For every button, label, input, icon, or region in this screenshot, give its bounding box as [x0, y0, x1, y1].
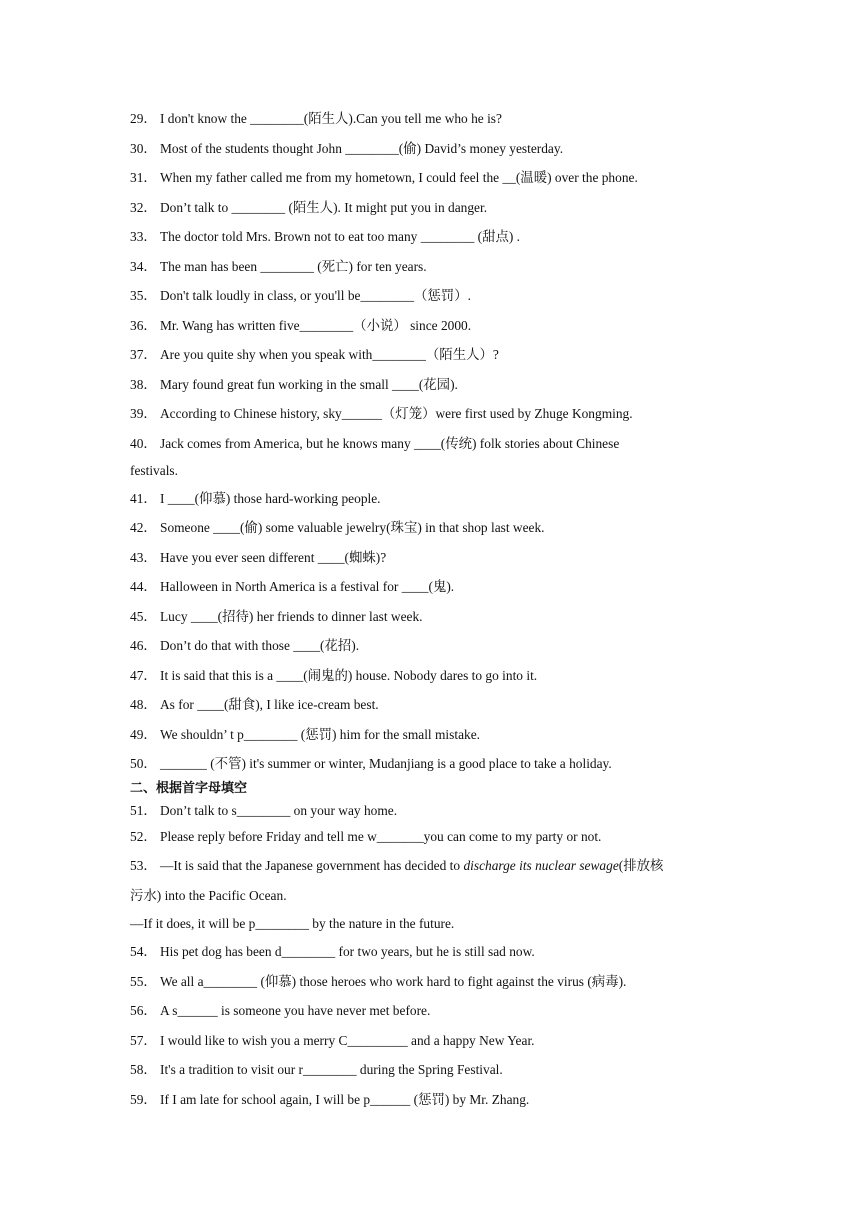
question-number: 43．: [130, 549, 157, 565]
question-number: 41．: [130, 490, 157, 506]
question-item: [130, 543, 740, 573]
question-number: 35．: [130, 288, 157, 303]
question-text: It is said that this is a ____(闹鬼的) house. Nobody dares to go into it.: [160, 667, 538, 683]
question-list-part1: [130, 104, 740, 429]
question-item: [130, 1026, 740, 1056]
question-item: [130, 996, 740, 1026]
question-number: 46．: [130, 638, 157, 653]
question-list-part2: [130, 484, 740, 779]
question-number: 48．: [130, 697, 157, 712]
question-number: 53．: [130, 858, 157, 873]
question-number: 36．: [130, 317, 157, 333]
question-text: Don’t do that with those ____(花招).: [160, 638, 360, 653]
question-number: 44．: [130, 579, 157, 594]
question-text: The man has been ________ (死亡) for ten years.: [160, 258, 427, 274]
question-number: 58．: [130, 1062, 157, 1077]
question-item: [130, 967, 740, 997]
question-item: [130, 281, 740, 311]
question-text: Lucy ____(招待) her friends to dinner last week.: [160, 608, 423, 624]
question-item: [130, 937, 740, 967]
question-number: 34．: [130, 258, 157, 274]
question-item: [130, 602, 740, 632]
question-text: Don't talk loudly in class, or you'll be________（惩罚）.: [160, 288, 471, 303]
question-text-end: (排放核: [618, 858, 664, 873]
question-item: [130, 340, 740, 370]
question-text: Are you quite shy when you speak with________（陌生人）?: [160, 347, 499, 362]
question-item: [130, 134, 740, 164]
question-number: 37．: [130, 347, 157, 362]
question-text: I don't know the ________(陌生人).Can you tell me who he is?: [160, 111, 502, 126]
question-number: 38．: [130, 376, 157, 392]
question-number: 40．: [130, 435, 157, 451]
question-item: [130, 661, 740, 691]
question-text: Mr. Wang has written five________（小说） since 2000.: [160, 317, 472, 333]
question-list-part3: [130, 937, 740, 1114]
question-text: If I am late for school again, I will be p______ (惩罚) by Mr. Zhang.: [160, 1091, 530, 1107]
question-53-continuation: 污水) into the Pacific Ocean.: [130, 887, 287, 903]
question-item: [130, 749, 740, 779]
question-number: 47．: [130, 667, 157, 683]
question-text: I would like to wish you a merry C_________ and a happy New Year.: [160, 1032, 535, 1048]
question-item: [130, 222, 740, 252]
question-item: [130, 163, 740, 193]
question-number: 59．: [130, 1091, 157, 1107]
question-number: 52．: [130, 828, 157, 844]
question-item: [130, 690, 740, 720]
question-text: We shouldn’ t p________ (惩罚) him for the small mistake.: [160, 726, 481, 742]
question-text: When my father called me from my hometown, I could feel the __(温暖) over the phone.: [160, 170, 638, 185]
question-number: 31．: [130, 170, 157, 185]
question-text: Don’t talk to s________ on your way home.: [160, 802, 398, 818]
question-text: Halloween in North America is a festival for ____(鬼).: [160, 579, 455, 594]
question-item: [130, 484, 740, 514]
question-text: A s______ is someone you have never met before.: [160, 1003, 431, 1018]
question-text: Jack comes from America, but he knows many ____(传统) folk stories about Chinese: [160, 435, 620, 451]
question-number: 50．: [130, 756, 157, 771]
question-number: 39．: [130, 406, 157, 421]
question-text: Most of the students thought John ________(偷) David’s money yesterday.: [160, 140, 564, 156]
question-item: [130, 1085, 740, 1115]
question-53-reply: —If it does, it will be p________ by the nature in the future.: [130, 916, 455, 931]
section-heading: 二、根据首字母填空: [130, 780, 248, 796]
question-number: 30．: [130, 140, 157, 156]
question-text: —It is said that the Japanese government has decided to: [160, 858, 464, 873]
question-40: [130, 429, 740, 458]
question-item: [130, 513, 740, 543]
question-number: 45．: [130, 608, 157, 624]
question-item: [130, 193, 740, 223]
question-number: 54．: [130, 944, 157, 959]
question-number: 33．: [130, 229, 157, 244]
question-text: His pet dog has been d________ for two years, but he is still sad now.: [160, 944, 535, 959]
question-text: The doctor told Mrs. Brown not to eat too many ________ (甜点) .: [160, 229, 521, 244]
question-item: [130, 720, 740, 750]
question-text: Don’t talk to ________ (陌生人). It might put you in danger.: [160, 199, 488, 215]
question-text: Mary found great fun working in the small ____(花园).: [160, 376, 458, 392]
question-text: Have you ever seen different ____(蜘蛛)?: [160, 549, 387, 565]
question-item: [130, 104, 740, 134]
italic-phrase: discharge its nuclear sewage: [463, 858, 619, 873]
question-item: [130, 572, 740, 602]
question-item: [130, 1055, 740, 1085]
question-52: [130, 822, 740, 852]
question-text: We all a________ (仰慕) those heroes who work hard to fight against the virus (病毒).: [160, 973, 627, 989]
question-item: [130, 631, 740, 661]
question-text: As for ____(甜食), I like ice-cream best.: [160, 697, 379, 712]
question-text: Someone ____(偷) some valuable jewelry(珠宝) in that shop last week.: [160, 520, 545, 535]
question-number: 42．: [130, 520, 157, 535]
question-number: 56．: [130, 1003, 157, 1018]
worksheet-page: [130, 104, 740, 1114]
question-number: 49．: [130, 726, 157, 742]
question-number: 55．: [130, 973, 157, 989]
question-text: According to Chinese history, sky______（灯笼）were first used by Zhuge Kongming.: [160, 406, 633, 421]
question-51: [130, 799, 740, 822]
question-text: _______ (不管) it's summer or winter, Mudanjiang is a good place to take a holiday.: [160, 756, 612, 771]
question-number: 51．: [130, 802, 157, 818]
question-40-continuation: festivals.: [130, 462, 178, 478]
question-text: It's a tradition to visit our r________ during the Spring Festival.: [160, 1062, 503, 1077]
question-53: [130, 851, 740, 881]
question-number: 32．: [130, 199, 157, 215]
question-text: I ____(仰慕) those hard-working people.: [160, 490, 381, 506]
question-number: 57．: [130, 1032, 157, 1048]
question-item: [130, 252, 740, 282]
question-number: 29．: [130, 111, 157, 126]
question-item: [130, 370, 740, 400]
question-item: [130, 399, 740, 429]
question-item: [130, 311, 740, 341]
question-text: Please reply before Friday and tell me w_______you can come to my party or not.: [160, 828, 602, 844]
